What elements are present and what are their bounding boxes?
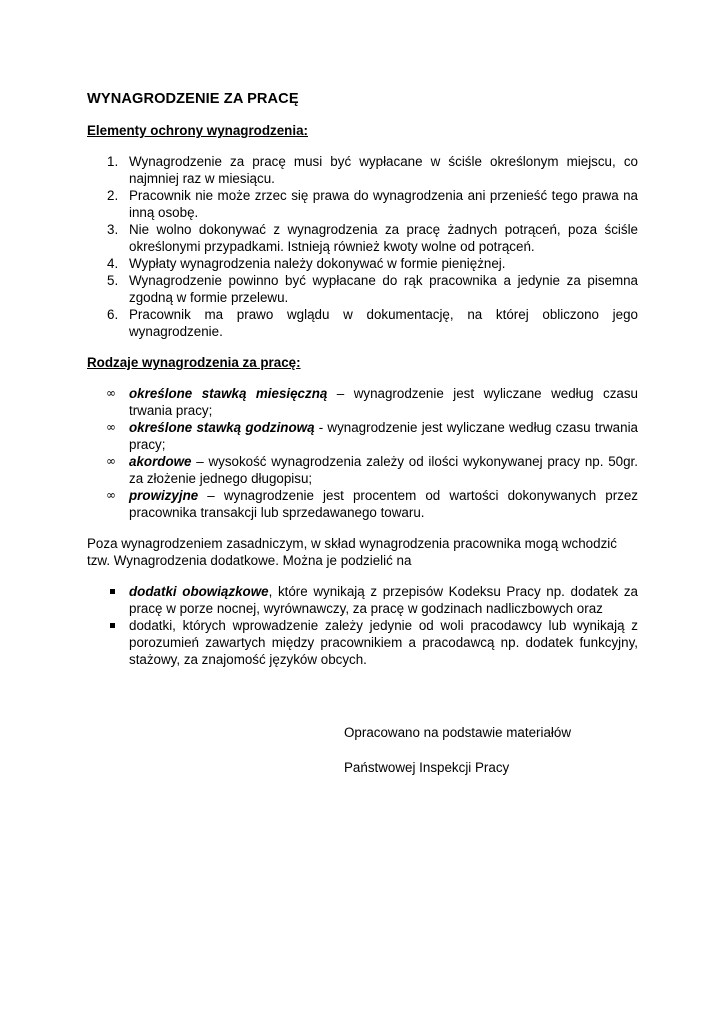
section-heading-protection: Elementy ochrony wynagrodzenia: xyxy=(87,123,308,138)
item-text: Wynagrodzenie za pracę musi być wypłacane w ściśle określonym miejscu, co najmniej raz w miesiącu. xyxy=(129,154,638,186)
list-item xyxy=(87,221,638,255)
square-bullet-icon xyxy=(110,589,115,594)
list-item xyxy=(87,385,638,419)
list-item xyxy=(87,306,638,340)
types-list xyxy=(87,385,638,521)
list-item xyxy=(87,272,638,306)
item-number: 4. xyxy=(107,256,119,271)
list-item xyxy=(87,153,638,187)
infinity-bullet-icon: ∞ xyxy=(106,454,116,468)
list-item xyxy=(87,419,638,453)
item-number: 5. xyxy=(107,273,119,288)
item-number: 3. xyxy=(107,222,119,237)
item-text: , które wynikają z przepisów Kodeksu Pracy np. dodatek za pracę w porze nocnej, wyrównawczy, za pracę w godzinach nadliczbowych oraz xyxy=(129,584,638,616)
item-number: 1. xyxy=(107,154,119,169)
item-number: 6. xyxy=(107,307,119,322)
section-heading-types: Rodzaje wynagrodzenia za pracę: xyxy=(87,355,301,370)
document-body xyxy=(87,90,638,668)
item-text: – wynagrodzenie jest wyliczane według czasu trwania pracy; xyxy=(129,386,638,418)
protection-list xyxy=(87,153,638,340)
extras-list xyxy=(87,583,638,668)
source-note xyxy=(344,724,571,776)
square-bullet-icon xyxy=(110,623,115,628)
additional-pay-paragraph: Poza wynagrodzeniem zasadniczym, w skład wynagrodzenia pracownika mogą wchodzić tzw. Wynagrodzenia dodatkowe. Można je podzielić na xyxy=(87,536,617,568)
infinity-bullet-icon: ∞ xyxy=(106,420,116,434)
list-item xyxy=(87,255,638,272)
source-line-1: Opracowano na podstawie materiałów xyxy=(344,725,572,740)
item-text: Pracownik ma prawo wglądu w dokumentację, na której obliczono jego wynagrodzenie. xyxy=(129,307,638,339)
list-item xyxy=(87,187,638,221)
item-term: określone stawką godzinową xyxy=(129,420,315,435)
item-text: Nie wolno dokonywać z wynagrodzenia za pracę żadnych potrąceń, poza ściśle określonymi przypadkami. Istnieją również kwoty wolne od potrąceń. xyxy=(129,222,638,254)
item-text: - wynagrodzenie jest wyliczane według czasu trwania pracy; xyxy=(129,420,638,452)
item-term: akordowe xyxy=(129,454,192,469)
item-number: 2. xyxy=(107,188,119,203)
item-term: prowizyjne xyxy=(129,488,199,503)
item-text: Pracownik nie może zrzec się prawa do wynagrodzenia ani przenieść tego prawa na inną osobę. xyxy=(129,188,638,220)
item-text: dodatki, których wprowadzenie zależy jedynie od woli pracodawcy lub wynikają z porozumień zawartych między pracownikiem a pracodawcą np. dodatek funkcyjny, stażowy, za znajomość języków obcych. xyxy=(129,618,638,667)
list-item xyxy=(87,453,638,487)
list-item xyxy=(87,583,638,617)
page-title: WYNAGRODZENIE ZA PRACĘ xyxy=(87,91,299,107)
item-term: dodatki obowiązkowe xyxy=(129,584,269,599)
item-text: – wysokość wynagrodzenia zależy od ilości wykonywanej pracy np. 50gr. za złożenie jednego długopisu; xyxy=(129,454,638,486)
item-text: Wypłaty wynagrodzenia należy dokonywać w formie pieniężnej. xyxy=(129,256,506,271)
item-text: – wynagrodzenie jest procentem od wartości dokonywanych przez pracownika transakcji lub sprzedawanego towaru. xyxy=(129,488,638,520)
infinity-bullet-icon: ∞ xyxy=(106,386,116,400)
infinity-bullet-icon: ∞ xyxy=(106,488,116,502)
list-item xyxy=(87,487,638,521)
list-item xyxy=(87,617,638,668)
source-line-2: Państwowej Inspekcji Pracy xyxy=(344,760,510,775)
item-term: określone stawką miesięczną xyxy=(129,386,328,401)
item-text: Wynagrodzenie powinno być wypłacane do rąk pracownika a jedynie za pisemna zgodną w formie przelewu. xyxy=(129,273,638,305)
